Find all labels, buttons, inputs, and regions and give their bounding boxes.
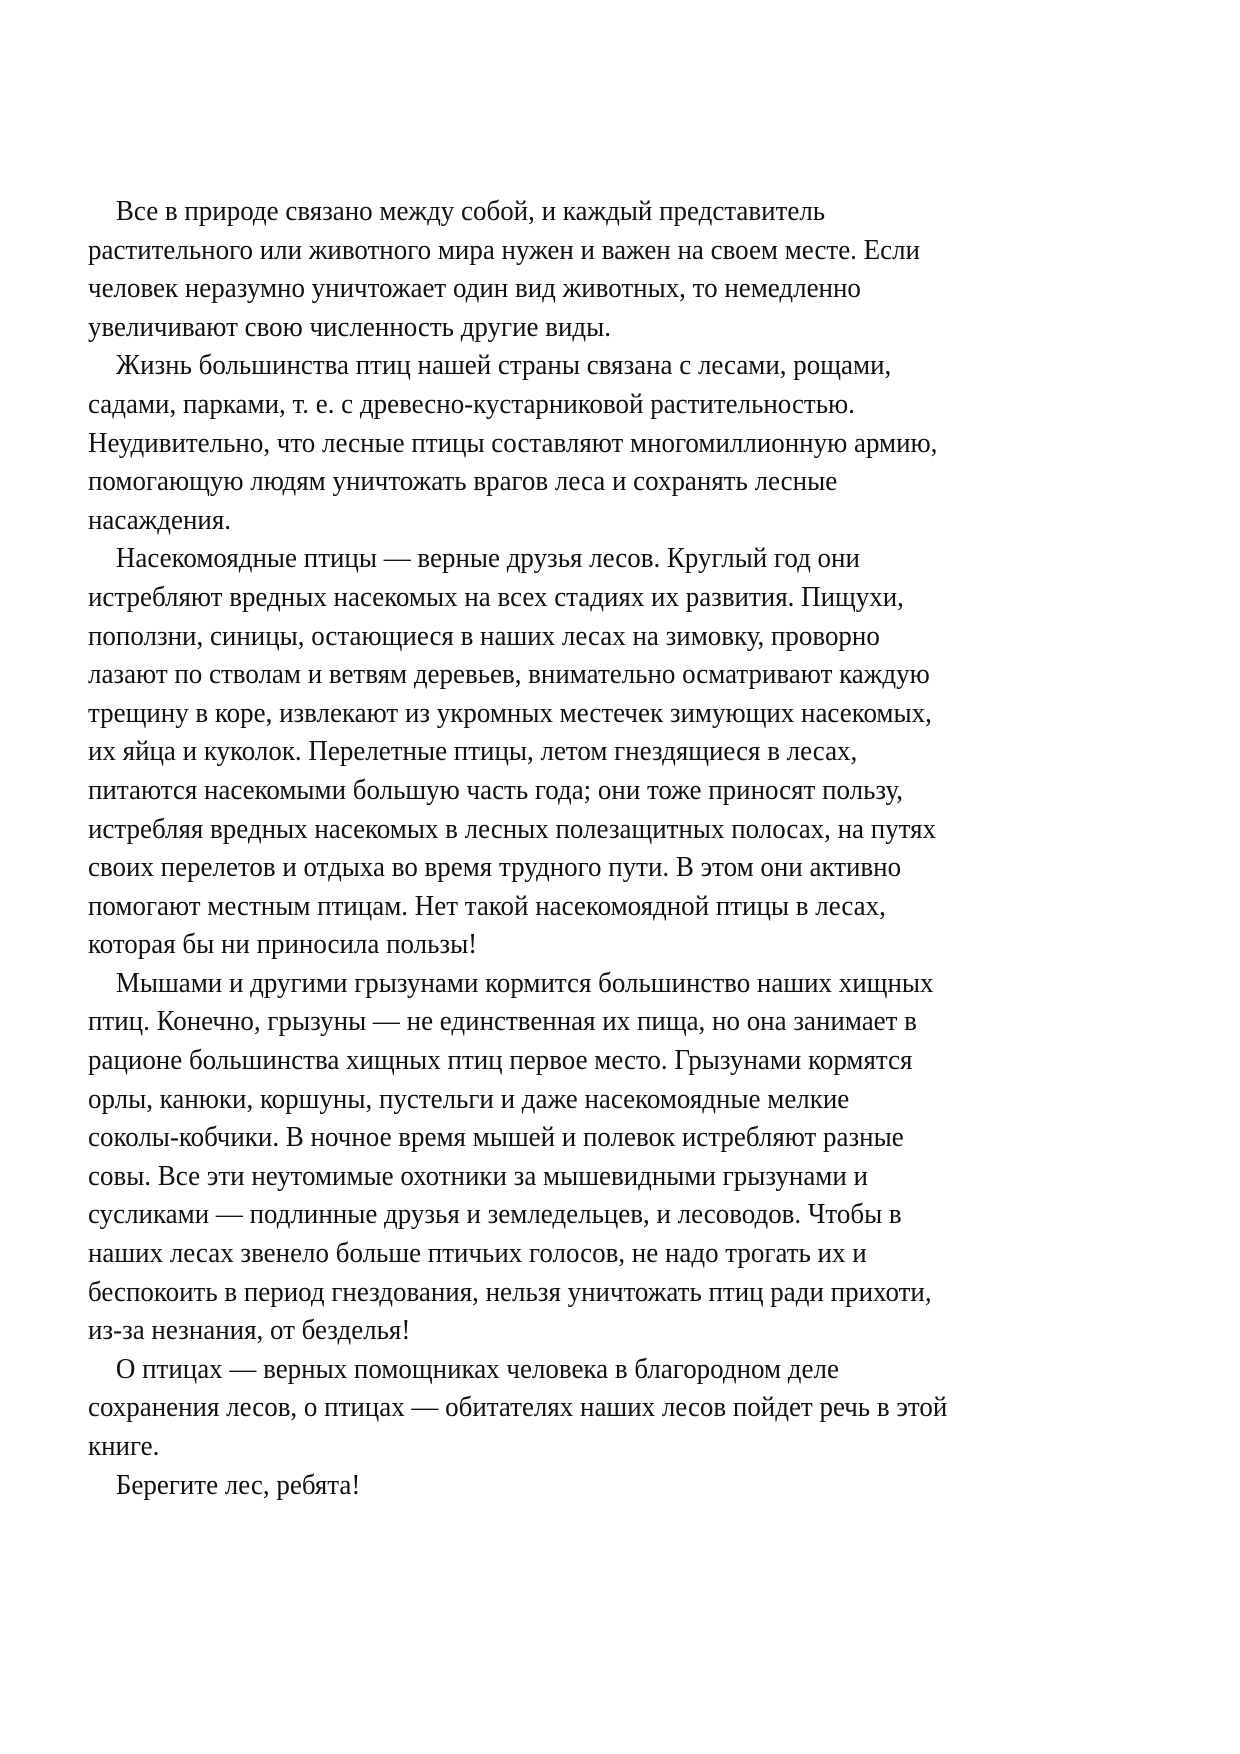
paragraph-1: [88, 192, 1092, 346]
text-line: увеличивают свою численность другие виды.: [88, 310, 612, 343]
text-line: насаждения.: [88, 503, 232, 536]
closing-line: Берегите лес, ребята!: [115, 1468, 361, 1501]
text-line: орлы, канюки, коршуны, пустельги и даже насекомоядные мелкие: [88, 1082, 850, 1115]
paragraph-4: [88, 964, 1092, 1350]
text-line: совы. Все эти неутомимые охотники за мышевидными грызунами и: [88, 1159, 868, 1192]
text-line: лазают по стволам и ветвям деревьев, внимательно осматривают каждую: [88, 658, 930, 691]
paragraph-5: [88, 1350, 1092, 1466]
text-line: рационе большинства хищных птиц первое место. Грызунами кормятся: [88, 1044, 913, 1077]
text-line: Жизнь большинства птиц нашей страны связана с лесами, рощами,: [115, 349, 892, 382]
text-line: наших лесах звенело больше птичьих голосов, не надо трогать их и: [88, 1237, 867, 1270]
text-line: помогают местным птицам. Нет такой насекомоядной птицы в лесах,: [88, 889, 886, 922]
text-line: истребляя вредных насекомых в лесных полезащитных полосах, на путях: [88, 812, 937, 845]
text-line: птиц. Конечно, грызуны — не единственная их пища, но она занимает в: [88, 1005, 917, 1038]
text-line: Насекомоядные птицы — верные друзья лесов. Круглый год они: [115, 542, 860, 575]
text-line: истребляют вредных насекомых на всех стадиях их развития. Пищухи,: [88, 580, 904, 613]
text-line: Неудивительно, что лесные птицы составляют многомиллионную армию,: [88, 426, 938, 459]
text-line: питаются насекомыми большую часть года; они тоже приносят пользу,: [88, 773, 904, 806]
text-line: человек неразумно уничтожает один вид животных, то немедленно: [88, 272, 861, 305]
text-line: поползни, синицы, остающиеся в наших лесах на зимовку, проворно: [88, 619, 880, 652]
text-line: растительного или животного мира нужен и важен на своем месте. Если: [88, 233, 921, 266]
text-line: сохранения лесов, о птицах — обитателях наших лесов пойдет речь в этой: [88, 1391, 948, 1424]
text-line: Все в природе связано между собой, и каждый представитель: [115, 195, 826, 227]
text-line: их яйца и куколок. Перелетные птицы, летом гнездящиеся в лесах,: [88, 735, 858, 768]
paragraph-2: [88, 346, 1092, 539]
text-line: садами, парками, т. е. с древесно-кустарниковой растительностью.: [88, 387, 855, 420]
text-line: своих перелетов и отдыха во время трудного пути. В этом они активно: [88, 851, 902, 884]
text-line: трещину в коре, извлекают из укромных местечек зимующих насекомых,: [88, 696, 932, 729]
paragraph-6: [88, 1466, 1092, 1505]
text-line: О птицах — верных помощниках человека в благородном деле: [115, 1352, 839, 1385]
text-line: книге.: [88, 1430, 160, 1462]
text-line: беспокоить в период гнездования, нельзя уничтожать птиц ради прихоти,: [88, 1275, 932, 1308]
text-line: сусликами — подлинные друзья и земледельцев, и лесоводов. Чтобы в: [88, 1198, 902, 1231]
text-line: соколы-кобчики. В ночное время мышей и полевок истребляют разные: [88, 1121, 904, 1154]
text-line: помогающую людям уничтожать врагов леса и сохранять лесные: [88, 465, 838, 498]
text-line: из-за незнания, от безделья!: [88, 1314, 411, 1347]
document-page: [88, 192, 1092, 1504]
paragraph-3: [88, 539, 1092, 964]
text-line: которая бы ни приносила пользы!: [88, 928, 478, 961]
text-line: Мышами и другими грызунами кормится большинство наших хищных: [115, 966, 934, 999]
